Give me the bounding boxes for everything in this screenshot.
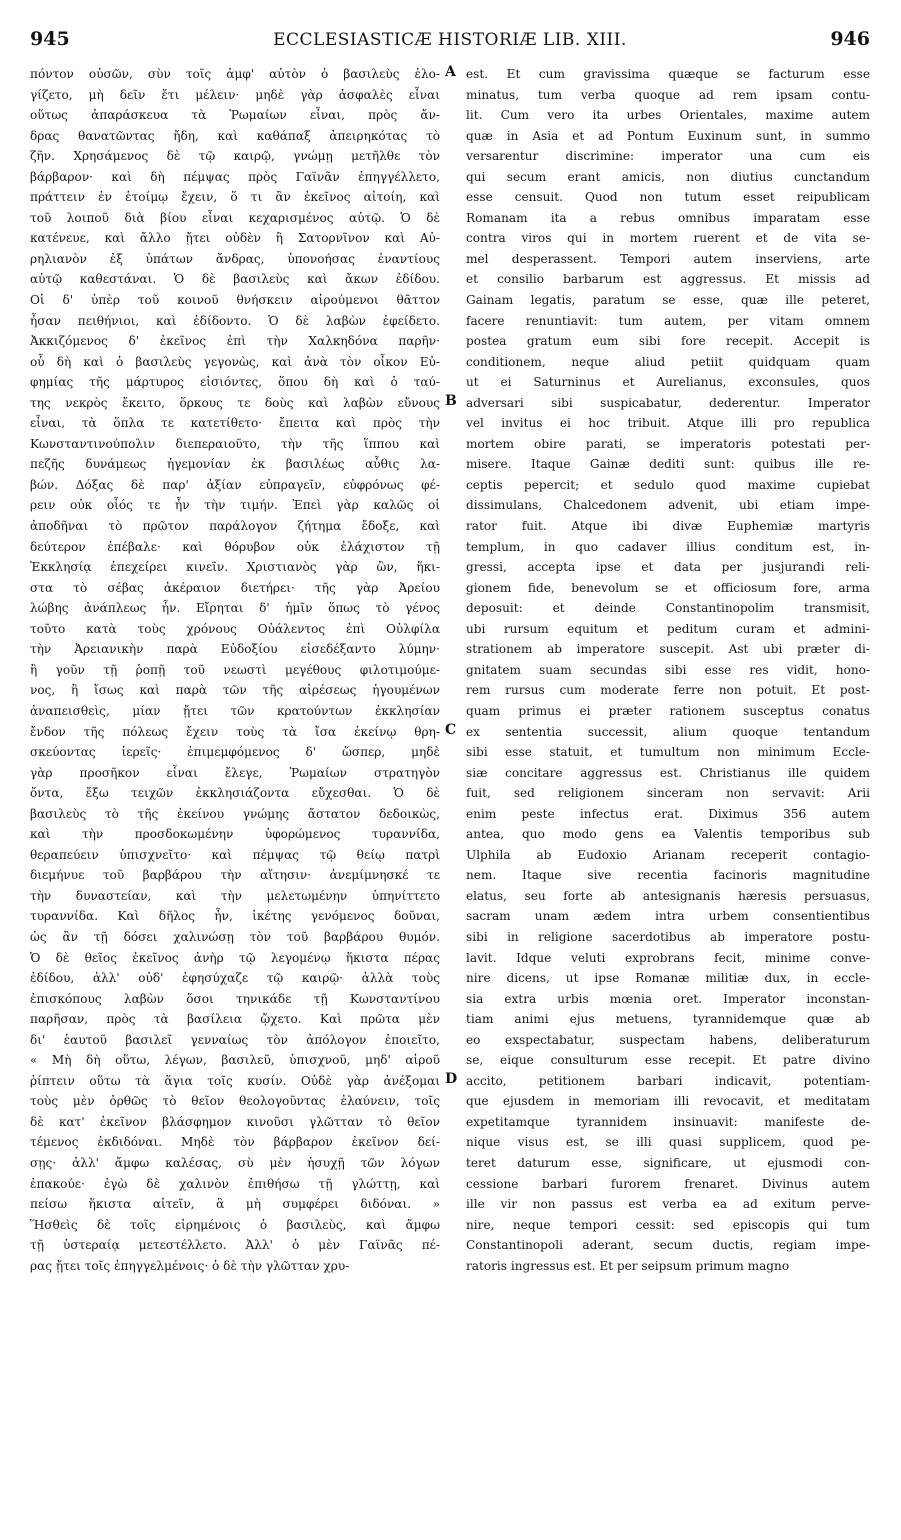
margin-letter: D [445,1070,458,1087]
greek-text-line: ἐπακούε· ἐγὼ δὲ χαλινὸν ἐπιθήσω τῇ γλώττῃ, καὶ [30,1176,440,1191]
greek-text-line: ἀναπεισθεὶς, μίαν ᾔτει τῶν κρατούντων ἐκκλησίαν [30,703,440,718]
latin-column [466,64,870,1276]
latin-text-line: Gainam legatis, paratum se esse, quæ ille peteret, [466,293,870,308]
latin-text-line: mel desperassent. Tempori autem inserviens, arte [466,251,870,266]
page-number-left: 945 [30,28,70,50]
greek-text-line: βασιλεὺς τὸ τῆς ἐκείνου γνώμης ἄστατον δεδοικὼς, [30,806,440,821]
latin-text-line: rem rursus cum moderate ferre non potuit. Et post- [466,683,870,698]
latin-text-line: tiam animi ejus metuens, tyrannidemque quæ ab [466,1012,870,1027]
greek-text-line: ρηλιανὸν ἐξ ὑπάτων ἄνδρας, ὑπονοήσας ἐναντίους [30,251,440,266]
latin-text-line: ut ei Saturninus et Aurelianus, exconsules, quos [466,375,870,390]
greek-text-line: τῇ ὑστεραίᾳ μετεστέλλετο. Ἀλλ' ὁ μὲν Γαϊνᾶς πέ- [30,1238,440,1253]
latin-text-line: adversari sibi suspicabatur, dederentur. Imperator [466,395,870,410]
latin-text-line: enim peste infectus erat. Diximus 356 autem [466,806,870,821]
latin-text-line: ex sententia successit, alium quoque tentandum [466,724,870,739]
latin-text-line: contra viros qui in mortem ruerent et de vita se- [466,231,870,246]
latin-text-line: Constantinopoli aderant, secum ductis, regiam impe- [466,1238,870,1253]
latin-text-line: ille vir non passus est verba ea ad exitum perve- [466,1197,870,1212]
latin-text-line: conditionem, neque aliud petiit quidquam quam [466,354,870,369]
latin-text-line: nire, neque tempori cessit: sed episcopis qui tum [466,1217,870,1232]
latin-text-line: est. Et cum gravissima quæque se facturum esse [466,67,870,81]
latin-text-line: strationem ab imperatore suscepit. Ast ubi præter di- [466,642,870,657]
greek-text-line: παρῆσαν, πρὸς τὰ βασίλεια ᾤχετο. Καὶ πρῶτα μὲν [30,1012,440,1027]
greek-text-line: τὴν δυναστείαν, καὶ τὴν μελετωμένην ὑπηνίττετο [30,888,440,903]
greek-text-line: Οἱ δ' ὑπὲρ τοῦ κοινοῦ θνήσκειν αἱρούμενοι θᾶττον [30,293,440,308]
greek-text-line: διεμήνυε τοῦ βαρβάρου τὴν αἴτησιν· ἀνεμίμνησκέ τε [30,868,440,883]
greek-text-line: τοῦτο κατὰ τοὺς χρόνους Οὐάλεντος ἐπὶ Οὐλφίλα [30,621,440,636]
latin-text-line: eo exspectabatur, suspectam habens, deliberaturum [466,1032,870,1047]
latin-text-line: ceptis pepercit; et sedulo quod maxime cupiebat [466,477,870,492]
latin-text-line: rator fuit. Atque ibi divæ Euphemiæ martyris [466,519,870,534]
greek-text-line: ἐδίδου, ἀλλ' οὐδ' ἐφησύχαζε τῷ καιρῷ· ἀλλὰ τοὺς [30,971,440,986]
margin-letter: B [445,392,457,409]
greek-text-line: πείσω ἥκιστα αἰτεῖν, ἃ μὴ συμφέρει διδόναι. » [30,1197,440,1212]
greek-text-line: λώβης ἀνάπλεως ἦν. Εἴρηται δ' ἡμῖν ὅπως τὸ γένος [30,601,440,616]
latin-text-line: gressi, accepta ipse et data per jusjurandi reli- [466,560,870,575]
latin-text-line: cessione barbari furorem frenaret. Divinus autem [466,1176,870,1191]
page-number-right: 946 [830,28,870,50]
greek-text-line: βάρβαρον· καὶ δὴ πέμψας πρὸς Γαϊνᾶν ἐπηγγέλλετο, [30,169,440,184]
greek-text-line: ὄντα, ἔξω τειχῶν ἐκκλησιάζοντα εὔχεσθαι. Ὁ δὲ [30,786,440,801]
latin-text-line: expetitamque tyrannidem insinuavit: manifeste de- [466,1114,870,1129]
greek-text-line: ὡς ἂν τῇ δόσει χαλινώσῃ τὸν τοῦ βαρβάρου θυμόν. [30,929,440,944]
latin-text-line: se, eique consulturum esse recepit. Et patre divino [466,1053,870,1068]
latin-text-line: deposuit: et deinde Constantinopolim transmisit, [466,601,870,616]
greek-text-line: γὰρ προσῆκον εἶναι ἔλεγε, Ῥωμαίων στρατηγὸν [30,765,440,780]
greek-text-line: κατένευε, καὶ ἄλλο ᾔτει οὐδὲν ἢ Σατορνῖνον καὶ Αὐ- [30,231,440,246]
latin-text-line: minatus, tum verba quoque ad rem ipsam contu- [466,87,870,102]
latin-text-line: accito, petitionem barbari indicavit, potentiam- [466,1073,870,1088]
greek-text-line: βών. Δόξας δὲ παρ' ἀξίαν εὐπραγεῖν, εὐφρόνως φέ- [30,477,440,492]
greek-text-line: τοῦ λοιποῦ διὰ βίου εἶναι κεχαρισμένος αὐτῷ. Ὁ δὲ [30,210,440,225]
greek-text-line: ἢ γοῦν τῇ ῥοπῇ τοῦ νεωστὶ μεγέθους φιλοτιμούμε- [30,662,440,677]
greek-text-line: στα τὸ σέβας ἀκέραιον διετήρει· τῆς γὰρ Ἀρείου [30,580,440,595]
greek-text-line: τέμενος ἐκδιδόναι. Μηδὲ τὸν βάρβαρον ἐκεῖνον δεί- [30,1135,440,1150]
greek-text-line: τοὺς μὲν ὀρθῶς τὸ θεῖον θεολογοῦντας ἐλαύνειν, τοῖς [30,1094,440,1109]
margin-letter: A [445,64,456,80]
greek-text-line: τὴν Ἀρειανικὴν παρὰ Εὐδοξίου εἰσεδέξαντο λύμην· [30,642,440,657]
running-header [30,28,870,56]
latin-text-line: nem. Itaque sive recentia facinoris magnitudine [466,868,870,883]
latin-text-line: Romanam ita a rebus omnibus imparatam esse [466,210,870,225]
greek-text-line: οὕτως ἀπαράσκευα τὰ Ῥωμαίων εἶναι, πρὸς ἄν- [30,108,440,123]
latin-text-line: elatus, seu forte ab antesignanis hæresis persuasus, [466,888,870,903]
greek-text-line: ἀποδῆναι τὸ πρῶτον παράλογον ζήτημα ἔδοξε, καὶ [30,519,440,534]
latin-text-line: et consilio barbarum est aggressus. Et missis ad [466,272,870,287]
latin-text-line: sibi esse statuit, et tumultum non minimum Eccle- [466,745,870,760]
latin-text-line: qui secum erant amicis, non diutius cunctandum [466,169,870,184]
greek-text-line: Ὁ δὲ θεῖος ἐκεῖνος ἀνὴρ τῷ λεγομένῳ ἥκιστα πέρας [30,950,440,965]
greek-text-line: ἔνδον τῆς πόλεως ἔχειν τοὺς τὰ ἴσα ἐκείνῳ θρη- [30,724,440,739]
greek-text-line: αὐτῷ καθεστάναι. Ὁ δὲ βασιλεὺς καὶ ἄκων ἐδίδου. [30,272,440,287]
latin-text-line: esse censuit. Quod non tutum esset reipublicam [466,190,870,205]
running-title: ECCLESIASTICÆ HISTORIÆ LIB. XIII. [273,30,627,50]
greek-text-line: γίζετο, μὴ δεῖν ἔτι μέλειν· μηδὲ γὰρ ἀσφαλὲς εἶναι [30,87,440,102]
greek-text-line: πόντον οὐσῶν, σὺν τοῖς ἀμφ' αὐτὸν ὁ βασιλεὺς ἐλο- [30,67,440,81]
latin-text-line: teret daturum esse, significare, ut ejusmodi con- [466,1155,870,1170]
latin-text-line: ubi rursum equitum et peditum curam et admini- [466,621,870,636]
greek-text-line: νος, ἢ ἴσως καὶ παρὰ τῶν τῆς αἱρέσεως ἡγουμένων [30,683,440,698]
greek-text-line: ρειν οὐκ οἷός τε ἦν τὴν τιμήν. Ἐπεὶ γὰρ καλῶς οἱ [30,498,440,513]
greek-text-line: σκεύοντας ἱερεῖς· ἐπιμεμφόμενος δ' ὥσπερ, μηδὲ [30,745,440,760]
latin-text-line: nique visus est, se illi quasi supplicem, quod pe- [466,1135,870,1150]
latin-text-line: que ejusdem in memoriam illi revocavit, et meditatam [466,1094,870,1109]
greek-text-line: καὶ τὴν προσδοκωμένην ὑφορώμενος τυραννίδα, [30,827,440,842]
greek-text-line: ρας ᾔτει τοῖς ἐπηγγελμένοις· ὁ δὲ τὴν γλῶτταν χρυ- [30,1258,350,1273]
greek-text-line: πεζῆς δυνάμεως ἡγεμονίαν ἐκ βασιλέως αὖθις λα- [30,457,440,472]
latin-text-line: quam primus ei præter rationem susceptus conatus [466,703,870,718]
latin-text-line: lavit. Idque veluti exprobrans fecit, minime conve- [466,950,870,965]
latin-text-line: templum, in quo cadaver illius conditum est, in- [466,539,870,554]
latin-text-line: dissimulans, Chalcedonem advenit, ubi etiam impe- [466,498,870,513]
greek-text-line: φημίας τῆς μάρτυρος εἰσιόντες, ὅπου δὴ καὶ ὁ ταύ- [30,375,440,390]
latin-text-line: ratoris ingressus est. Et per seipsum primum magno [466,1258,790,1273]
greek-text-line: Ἥσθεὶς δὲ τοῖς εἰρημένοις ὁ βασιλεὺς, καὶ ἄμφω [30,1217,440,1232]
latin-text-line: fuit, sed religionem sinceram non servavit: Arii [466,786,870,801]
greek-text-line: πράττειν ἐν ἑτοίμῳ ἔχειν, ὅ τι ἂν ἐκεῖνος αἰτοίη, καὶ [30,190,440,205]
latin-text-line: siæ concitare aggressus est. Christianus ille quidem [466,765,870,780]
greek-text-line: θεραπεύειν ὑπισχνεῖτο· καὶ πέμψας τῷ θείῳ πατρὶ [30,847,440,862]
greek-text-line: της νεκρὸς ἔκειτο, ὅρκους τε δοὺς καὶ λαβὼν εὔνους [30,395,440,410]
greek-text-line: ἐπισκόπους λαβὼν ὅσοι τηνικάδε τῇ Κωνσταντίνου [30,991,440,1006]
latin-text-line: gionem fide, benevolum se et officiosum fore, arma [466,580,870,595]
latin-text-line: facere renuntiavit: tum autem, per vitam omnem [466,313,870,328]
greek-text-line: σῃς· ἀλλ' ἄμφω καλέσας, σὺ μὲν ἡσυχῇ τῶν λόγων [30,1155,440,1170]
greek-text-line: ζῆν. Χρησάμενος δὲ τῷ καιρῷ, γνώμῃ μετῆλθε τὸν [30,149,440,164]
greek-text-line: τυραννίδα. Καὶ δῆλος ἦν, ἱκέτης γενόμενος δοῦναι, [30,909,440,924]
greek-text-line: δεύτερον ἐπέβαλε· καὶ θόρυβον οὐκ ἐλάχιστον τῇ [30,539,440,554]
latin-text-line: Ulphila ab Eudoxio Arianam receperit contagio- [466,847,870,862]
latin-text-line: sibi in religione sacerdotibus ab imperatore postu- [466,929,870,944]
latin-text-line: mortem obire parati, se imperatoris potestati per- [466,436,870,451]
latin-text-line: vel invitus ei hoc tribuit. Atque illi pro republica [466,416,870,431]
margin-letter: C [445,721,457,738]
greek-text-line: οὗ δὴ καὶ ὁ βασιλεὺς γεγονὼς, καὶ ἀνὰ τὸν οἶκον Εὐ- [30,354,440,369]
latin-text-line: antea, quo modo gens ea Valentis temporibus sub [466,827,870,842]
greek-text-line: δρας θανατῶντας ἤδη, καὶ καθάπαξ ἀπειρηκότας τὸ [30,128,440,143]
greek-text-line: ἦσαν πειθήνιοι, καὶ ἐδίδοντο. Ὁ δὲ λαβὼν ἐφείδετο. [30,313,440,328]
latin-text-line: misere. Itaque Gainæ dediti sunt: quibus ille re- [466,457,870,472]
greek-text-line: εἶναι, τὰ ὅπλα τε κατετίθετο· ἔπειτα καὶ πρὸς τὴν [30,416,440,431]
latin-text-line: sia extra urbis mœnia oret. Imperator inconstan- [466,991,870,1006]
greek-text-line: Ἐκκλησίᾳ ἐπεχείρει κινεῖν. Χριστιανὸς γὰρ ὢν, ἥκι- [30,560,440,575]
latin-text-line: gnitatem suam secundas sibi esse res vidit, hono- [466,662,870,677]
latin-text-line: quæ in Asia et ad Pontum Euxinum sunt, in summo [466,128,870,143]
greek-text-line: ῥίπτειν οὕτω τὰ ἅγια τοῖς κυσίν. Οὐδὲ γὰρ ἀνέξομαι [30,1073,440,1088]
latin-text-line: nire dicens, ut ipse Romanæ militiæ dux, in eccle- [466,971,870,986]
latin-text-line: postea gratum eum sibi fore recepit. Accepit is [466,334,870,349]
greek-text-line: Κωνσταντινούπολιν διεπεραιοῦτο, τὴν τῆς ἵππου καὶ [30,436,440,451]
greek-column [30,64,440,1276]
greek-text-line: δι' ἑαυτοῦ βασιλεῖ γενναίως τὸν ἀπόλογον ἐποιεῖτο, [30,1032,440,1047]
latin-text-line: sacram unam ædem intra urbem consentientibus [466,909,870,924]
greek-text-line: Ἀκκιζόμενος δ' ἐκεῖνος ἐπὶ τὴν Χαλκηδόνα παρῆν· [30,334,440,349]
latin-text-line: lit. Cum vero ita urbes Orientales, maxime autem [466,108,870,123]
greek-text-line: δὲ κατ' ἐκεῖνον βλάσφημον κινοῦσι γλῶτταν τὸ θεῖον [30,1114,440,1129]
latin-text-line: versarentur discrimine: imperator una cum eis [466,149,870,164]
greek-text-line: « Μὴ δὴ οὕτω, λέγων, βασιλεῦ, ὑπισχνοῦ, μηδ' αἱροῦ [30,1053,440,1068]
